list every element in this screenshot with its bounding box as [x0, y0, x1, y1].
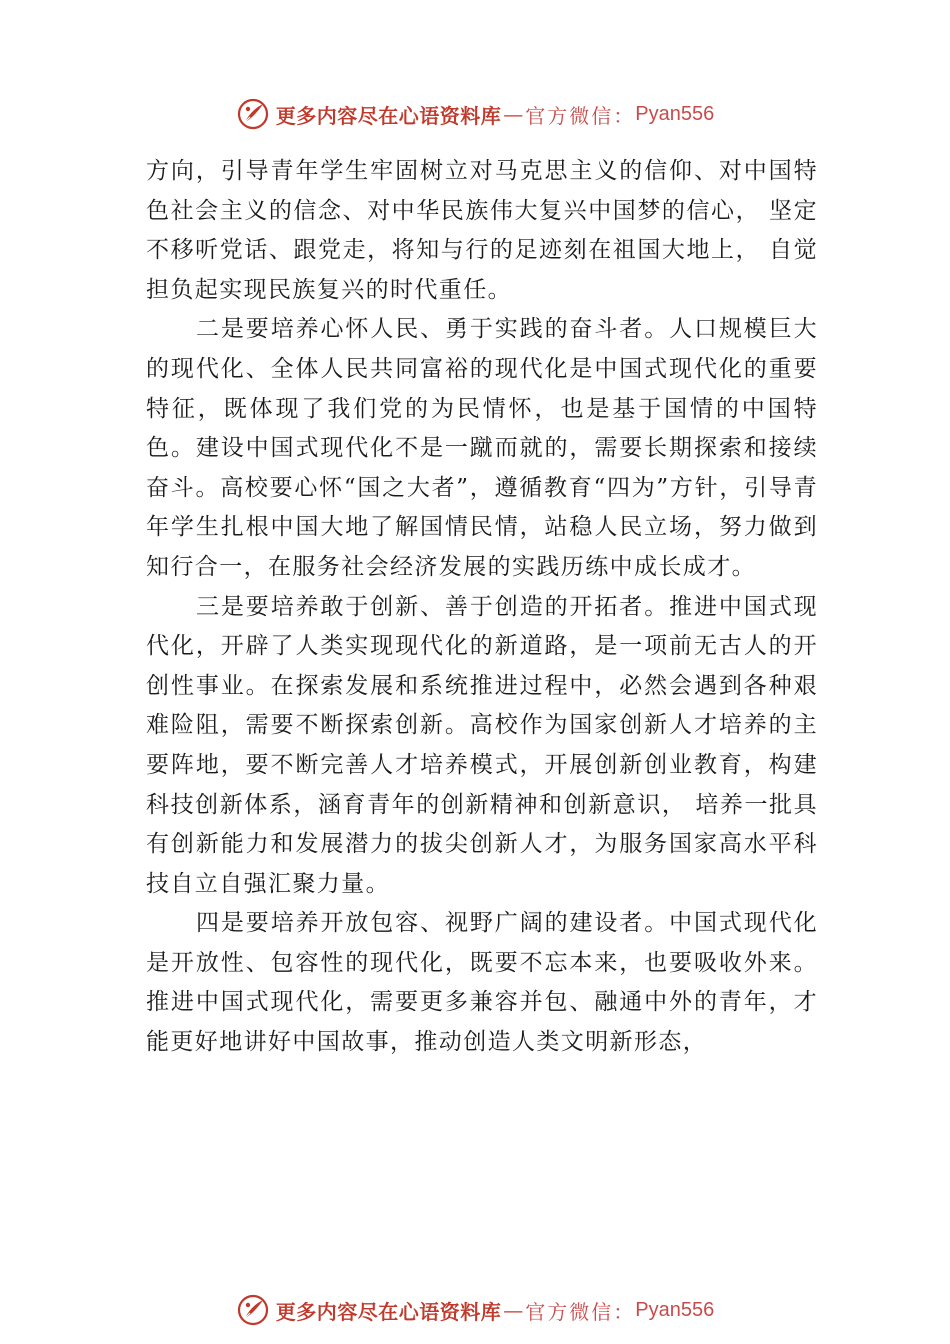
- quill-seal-icon: [236, 97, 270, 131]
- quill-seal-icon: [236, 1293, 270, 1327]
- watermark-wechat-label: 官方微信：: [525, 1299, 636, 1324]
- paragraph-1: 方向，引导青年学生牢固树立对马克思主义的信仰、对中国特色社会主义的信念、对中华民族伟大复兴中国梦的信心， 坚定不移听党话、跟党走，将知与行的足迹刻在祖国大地上， 自觉担负起实现民族复兴的时代重任。: [146, 158, 818, 303]
- paragraph-3: 三是要培养敢于创新、善于创造的开拓者。推进中国式现代化，开辟了人类实现现代化的新道路，是一项前无古人的开创性事业。在探索发展和系统推进过程中，必然会遇到各种艰难险阻，需要不断探索创新。高校作为国家创新人才培养的主要阵地，要不断完善人才培养模式，开展创新创业教育，构建科技创新体系，涵育青年的创新精神和创新意识， 培养一批具有创新能力和发展潜力的拔尖创新人才，为服务国家高水平科技自立自强汇聚力量。: [146, 593, 818, 897]
- watermark-account: Pyan556: [635, 1298, 715, 1321]
- watermark-wechat-label: 官方微信：: [525, 103, 636, 128]
- paragraph-2: 二是要培养心怀人民、勇于实践的奋斗者。人口规模巨大的现代化、全体人民共同富裕的现代化是中国式现代化的重要特征，既体现了我们党的为民情怀，也是基于国情的中国特色。建设中国式现代化不是一蹴而就的，需要长期探索和接续奋斗。高校要心怀“国之大者”，遵循教育“四为”方针，引导青年学生扎根中国大地了解国情民情，站稳人民立场，努力做到知行合一，在服务社会经济发展的实践历练中成长成才。: [146, 316, 818, 580]
- footer-watermark: [0, 1290, 950, 1330]
- watermark-brand: 更多内容尽在心语资料库: [275, 103, 502, 128]
- paragraph-4: 四是要培养开放包容、视野广阔的建设者。中国式现代化是开放性、包容性的现代化，既要不忘本来，也要吸收外来。推进中国式现代化，需要更多兼容并包、融通中外的青年，才能更好地讲好中国故事，推动创造人类文明新形态，: [146, 910, 818, 1056]
- header-watermark: [0, 94, 950, 134]
- document-body: [146, 152, 818, 1063]
- watermark-separator: —: [503, 1298, 524, 1322]
- watermark-brand: 更多内容尽在心语资料库: [275, 1299, 502, 1324]
- watermark-account: Pyan556: [635, 102, 715, 125]
- watermark-separator: —: [503, 102, 524, 126]
